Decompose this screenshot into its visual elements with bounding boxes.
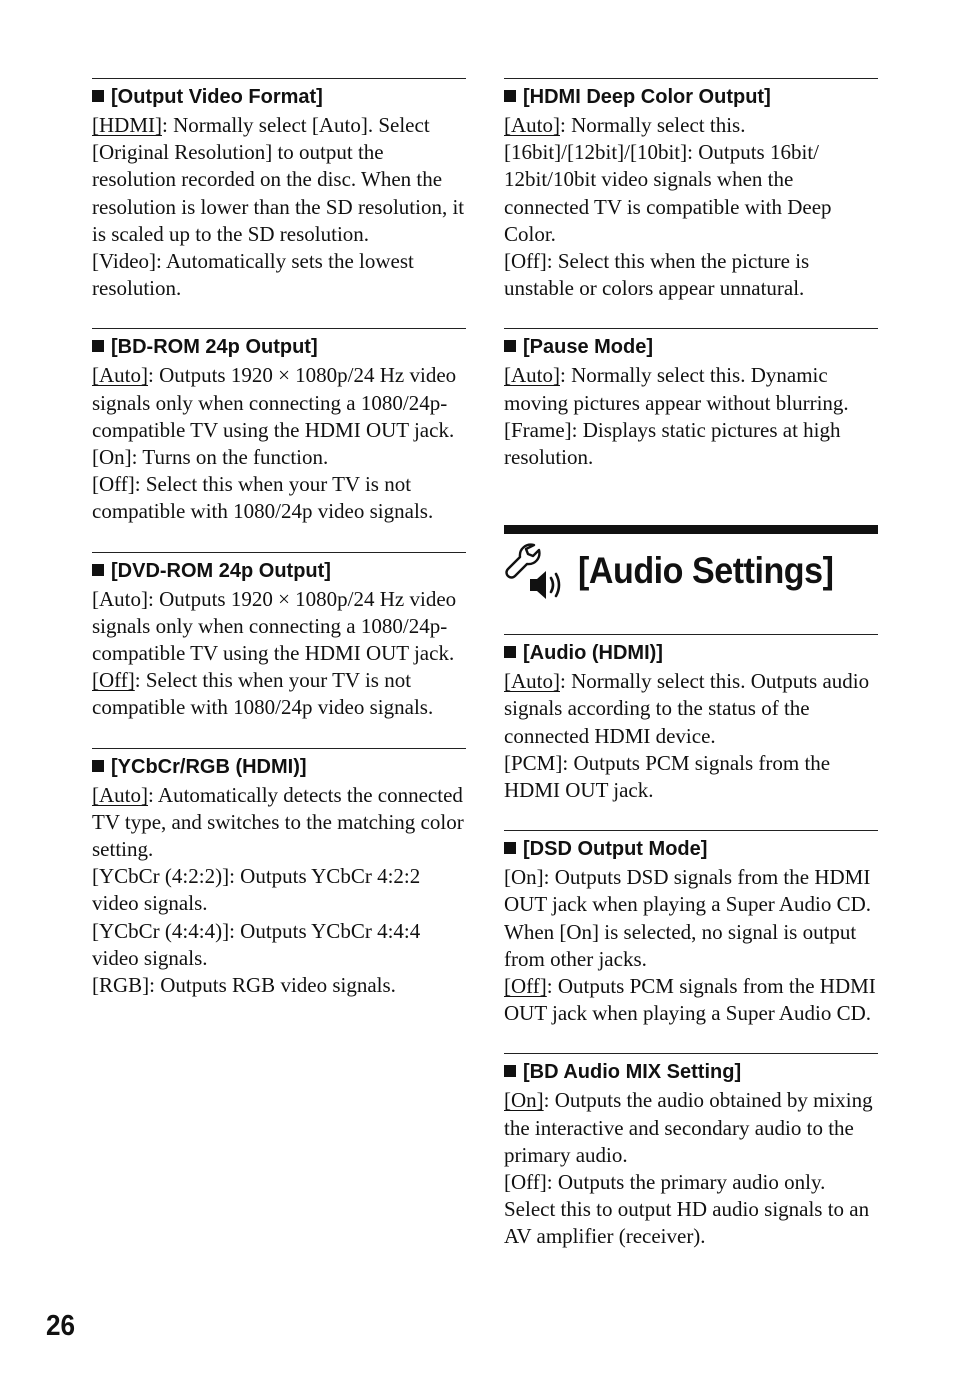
option-text: : Automatically sets the lowest resolution. [92, 249, 414, 301]
option-text: : Normally select this. [560, 113, 746, 137]
section-title [504, 1060, 878, 1084]
option-label: [PCM] [504, 750, 563, 775]
page-number: 26 [46, 1310, 76, 1342]
option-label: [On] [504, 865, 544, 890]
option-text: : Outputs the primary audio only. Select this to output HD audio signals to an AV amplifier (receiver). [504, 1170, 870, 1249]
right-bottom-sections [504, 634, 878, 1250]
option-description [92, 667, 466, 721]
setting-section [504, 78, 878, 302]
option-description [504, 973, 878, 1027]
option-label: [On] [92, 445, 132, 470]
option-description [92, 471, 466, 525]
section-title [92, 559, 466, 583]
section-title [92, 335, 466, 359]
option-text: : Outputs RGB video signals. [149, 973, 396, 998]
section-title [92, 85, 466, 109]
section-title-text: [HDMI Deep Color Output] [523, 86, 771, 108]
section-title [504, 335, 878, 359]
option-text: : Outputs DSD signals from the HDMI OUT jack when playing a Super Audio CD. When [On] is selected, no signal is output from other jacks. [504, 865, 872, 971]
square-bullet-icon [92, 90, 104, 102]
default-option-label: [On] [504, 1088, 544, 1113]
setting-section [92, 552, 466, 722]
setting-section [92, 748, 466, 1000]
option-text: : Outputs YCbCr 4:4:4 video signals. [92, 918, 421, 970]
section-title-text: [DSD Output Mode] [523, 838, 708, 861]
option-description [92, 362, 466, 444]
square-bullet-icon [504, 340, 516, 352]
option-description [504, 112, 878, 139]
setting-section [504, 1053, 878, 1250]
section-title-text: [DVD-ROM 24p Output] [111, 559, 331, 582]
section-title [92, 755, 466, 779]
section-title-text: [Pause Mode] [523, 336, 654, 359]
option-description [92, 444, 466, 471]
setting-section [504, 830, 878, 1027]
section-title [504, 837, 878, 861]
option-description [92, 248, 466, 302]
wrench-speaker-icon [504, 539, 568, 603]
setting-section [92, 78, 466, 302]
option-label: [YCbCr (4:2:2)] [92, 864, 230, 889]
square-bullet-icon [92, 760, 104, 772]
option-description [504, 417, 878, 471]
audio-settings-title: [Audio Settings] [578, 550, 834, 592]
option-label: [Auto] [92, 586, 148, 611]
option-text: : Select this when the picture is unstable or colors appear unnatural. [504, 249, 810, 301]
option-label: [Video] [92, 249, 157, 274]
section-title-text: [BD Audio MIX Setting] [523, 1061, 742, 1084]
heading-rule [504, 525, 878, 534]
square-bullet-icon [504, 90, 516, 102]
option-description [92, 112, 466, 248]
option-description [92, 863, 466, 917]
option-description [504, 750, 878, 804]
option-text: : Select this when your TV is not compatible with 1080/24p video signals. [92, 668, 434, 720]
option-description [504, 248, 878, 302]
option-text: : Displays static pictures at high resolution. [504, 417, 841, 470]
option-text: : Outputs 1920 × 1080p/24 Hz video signals only when connecting a 1080/24p-compatible TV using the HDMI OUT jack. [92, 363, 457, 442]
left-column [92, 78, 466, 1025]
setting-section [504, 634, 878, 804]
square-bullet-icon [504, 646, 516, 658]
option-text: : Normally select this. Dynamic moving pictures appear without blurring. [504, 363, 849, 415]
option-description [504, 362, 878, 416]
option-text: : Outputs 1920 × 1080p/24 Hz video signals only when connecting a 1080/24p-compatible TV using the HDMI OUT jack. [92, 586, 457, 666]
default-option-label: [HDMI] [92, 113, 162, 137]
option-text: : Select this when your TV is not compatible with 1080/24p video signals. [92, 472, 434, 524]
section-title-text: [Audio (HDMI)] [523, 642, 663, 665]
right-column [504, 78, 878, 1277]
option-label: [16bit]/[12bit]/[10bit] [504, 140, 688, 165]
option-description [504, 864, 878, 973]
section-title-text: [BD-ROM 24p Output] [111, 336, 318, 359]
option-description [92, 586, 466, 668]
option-text: : Normally select this. Outputs audio signals according to the status of the connected HDMI device. [504, 669, 870, 748]
option-label: [Off] [92, 472, 135, 497]
section-title [504, 85, 878, 109]
audio-settings-heading [504, 525, 878, 608]
section-title [504, 641, 878, 665]
square-bullet-icon [92, 564, 104, 576]
option-label: [Frame] [504, 417, 572, 442]
option-text: : Outputs 16bit/ 12bit/10bit video signals when the connected TV is compatible with Deep Color. [504, 140, 832, 246]
square-bullet-icon [92, 340, 104, 352]
option-label: [RGB] [92, 973, 150, 998]
default-option-label: [Auto] [504, 363, 560, 388]
option-text: : Automatically detects the connected TV type, and switches to the matching color setting. [92, 782, 464, 862]
option-description [92, 782, 466, 864]
option-text: : Outputs PCM signals from the HDMI OUT jack. [504, 750, 831, 803]
section-title-text: [Output Video Format] [111, 86, 323, 108]
option-text: : Outputs YCbCr 4:2:2 video signals. [92, 864, 421, 916]
option-description [92, 972, 466, 999]
setting-section [92, 328, 466, 525]
option-description [504, 668, 878, 750]
option-description [504, 1087, 878, 1169]
square-bullet-icon [504, 1065, 516, 1077]
option-description [504, 139, 878, 248]
option-text: : Outputs PCM signals from the HDMI OUT jack when playing a Super Audio CD. [504, 974, 876, 1026]
option-text: : Normally select [Auto]. Select [Original Resolution] to output the resolution recorded on the disc. When the resolution is lower than the SD resolution, it is scaled up to the SD resolution. [92, 113, 465, 246]
default-option-label: [Auto] [504, 113, 560, 137]
option-text: : Turns on the function. [131, 445, 329, 470]
option-text: : Outputs the audio obtained by mixing the interactive and secondary audio to the primary audio. [504, 1088, 873, 1167]
square-bullet-icon [504, 842, 516, 854]
option-label: [Off] [504, 249, 547, 274]
default-option-label: [Off] [92, 668, 135, 693]
default-option-label: [Auto] [504, 669, 560, 694]
option-label: [Off] [504, 1170, 547, 1195]
setting-section [504, 328, 878, 471]
default-option-label: [Auto] [92, 782, 148, 807]
default-option-label: [Auto] [92, 363, 148, 388]
section-title-text: [YCbCr/RGB (HDMI)] [111, 755, 307, 778]
option-label: [YCbCr (4:4:4)] [92, 918, 230, 943]
default-option-label: [Off] [504, 974, 547, 999]
option-description [504, 1169, 878, 1251]
option-description [92, 918, 466, 972]
right-top-sections [504, 78, 878, 471]
